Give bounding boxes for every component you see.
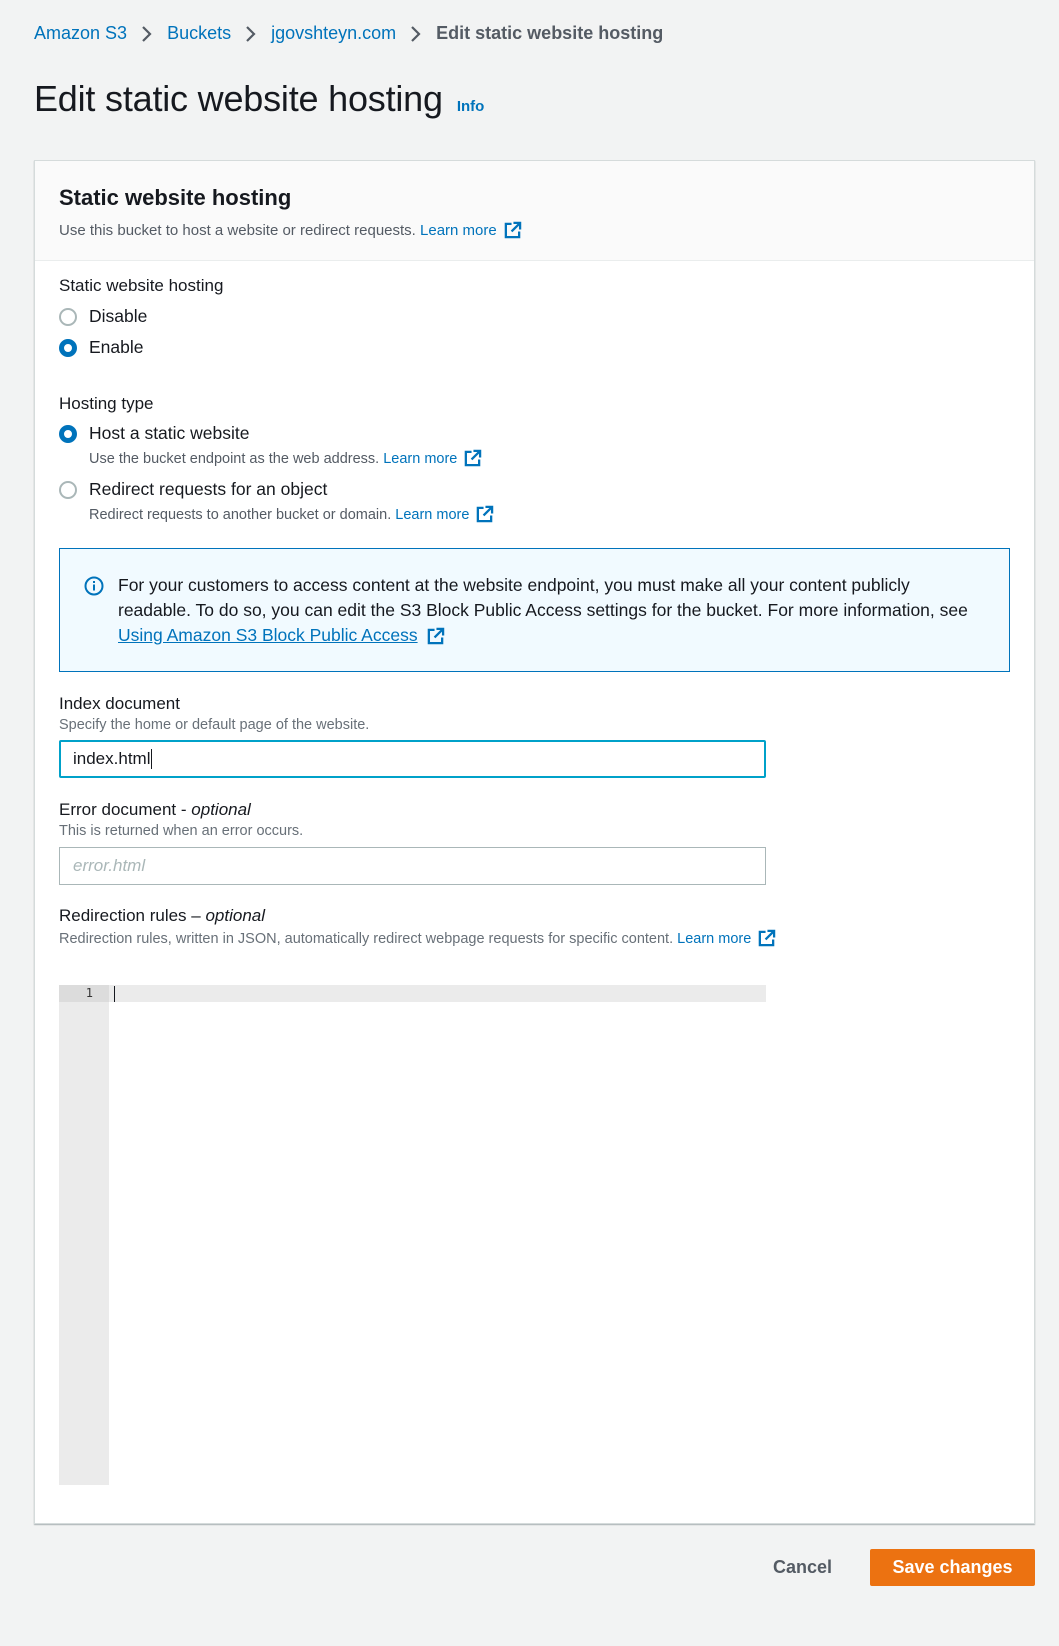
index-document-value: index.html bbox=[73, 749, 151, 768]
index-document-description: Specify the home or default page of the website. bbox=[59, 717, 370, 733]
chevron-right-icon bbox=[127, 23, 167, 44]
form-actions bbox=[753, 1549, 1035, 1586]
redirection-rules-optional: optional bbox=[205, 906, 266, 925]
external-link-icon bbox=[426, 627, 445, 646]
error-document-label bbox=[59, 800, 251, 820]
radio-enable-label: Enable bbox=[89, 337, 144, 357]
save-changes-button[interactable]: Save changes bbox=[870, 1549, 1035, 1586]
redirection-rules-description-text: Redirection rules, written in JSON, automatically redirect webpage requests for specific content. bbox=[59, 930, 674, 947]
chevron-right-icon bbox=[231, 23, 271, 44]
radio-disable[interactable] bbox=[59, 306, 147, 327]
redirection-rules-editor[interactable] bbox=[59, 985, 766, 1485]
breadcrumb-amazon-s3[interactable]: Amazon S3 bbox=[34, 22, 128, 43]
error-document-label-text: Error document bbox=[59, 800, 177, 819]
panel-header bbox=[35, 161, 1034, 261]
redirect-description bbox=[89, 505, 494, 524]
breadcrumb-buckets[interactable]: Buckets bbox=[167, 22, 232, 43]
radio-redirect-label: Redirect requests for an object bbox=[89, 479, 328, 499]
external-link-icon bbox=[475, 505, 494, 524]
host-static-description bbox=[89, 449, 482, 468]
external-link-icon bbox=[757, 929, 776, 948]
error-document-optional: optional bbox=[191, 800, 251, 819]
page-header bbox=[34, 78, 484, 120]
editor-active-line[interactable] bbox=[59, 985, 766, 1002]
panel-description bbox=[59, 221, 1010, 240]
editor-cursor bbox=[114, 986, 115, 1002]
chevron-right-icon bbox=[396, 23, 436, 44]
radio-redirect[interactable] bbox=[59, 479, 327, 500]
radio-enable-circle[interactable] bbox=[59, 339, 77, 357]
panel-description-text: Use this bucket to host a website or redirect requests. bbox=[59, 222, 416, 239]
radio-host-static-circle[interactable] bbox=[59, 425, 77, 443]
error-document-placeholder: error.html bbox=[73, 856, 146, 875]
cancel-button[interactable]: Cancel bbox=[753, 1550, 852, 1586]
hosting-type-label: Hosting type bbox=[59, 394, 154, 413]
external-link-icon bbox=[463, 449, 482, 468]
radio-host-static[interactable] bbox=[59, 423, 249, 444]
breadcrumb-current: Edit static website hosting bbox=[436, 22, 664, 43]
host-static-learn-more-link[interactable]: Learn more bbox=[383, 450, 458, 467]
redirect-description-text: Redirect requests to another bucket or domain. bbox=[89, 506, 392, 523]
text-caret bbox=[151, 749, 152, 769]
editor-line-number: 1 bbox=[59, 985, 109, 1002]
radio-enable[interactable] bbox=[59, 337, 144, 358]
redirect-learn-more-link[interactable]: Learn more bbox=[395, 506, 470, 523]
error-document-input[interactable] bbox=[59, 847, 766, 885]
breadcrumb-bucket-name[interactable]: jgovshteyn.com bbox=[271, 22, 397, 43]
index-document-input[interactable] bbox=[59, 740, 766, 778]
index-document-label: Index document bbox=[59, 694, 180, 713]
info-icon bbox=[84, 576, 104, 596]
external-link-icon bbox=[503, 221, 522, 240]
radio-host-static-label: Host a static website bbox=[89, 423, 250, 443]
error-document-description: This is returned when an error occurs. bbox=[59, 823, 304, 839]
redirection-learn-more-link[interactable]: Learn more bbox=[677, 930, 752, 947]
redirection-rules-description bbox=[59, 929, 776, 948]
alert-text: For your customers to access content at the website endpoint, you must make all your content publicly readable. To do so, you can edit the S3 Block Public Access settings for the bucket. For more information, see bbox=[118, 575, 968, 620]
breadcrumb bbox=[34, 20, 663, 46]
redirection-rules-separator: – bbox=[186, 906, 206, 925]
radio-disable-label: Disable bbox=[89, 306, 148, 326]
info-alert bbox=[59, 548, 1010, 672]
editor-gutter bbox=[59, 985, 109, 1485]
block-public-access-link[interactable]: Using Amazon S3 Block Public Access bbox=[118, 625, 418, 645]
radio-disable-circle[interactable] bbox=[59, 308, 77, 326]
learn-more-link[interactable]: Learn more bbox=[420, 222, 497, 239]
panel-heading: Static website hosting bbox=[59, 185, 292, 210]
radio-redirect-circle[interactable] bbox=[59, 481, 77, 499]
page-title: Edit static website hosting bbox=[34, 78, 443, 119]
static-hosting-panel bbox=[34, 160, 1035, 1524]
redirection-rules-label bbox=[59, 906, 265, 926]
error-document-separator: - bbox=[176, 800, 192, 819]
host-static-description-text: Use the bucket endpoint as the web address. bbox=[89, 450, 380, 467]
info-link[interactable]: Info bbox=[456, 98, 485, 115]
hosting-label: Static website hosting bbox=[59, 276, 224, 295]
redirection-rules-label-text: Redirection rules bbox=[59, 906, 187, 925]
